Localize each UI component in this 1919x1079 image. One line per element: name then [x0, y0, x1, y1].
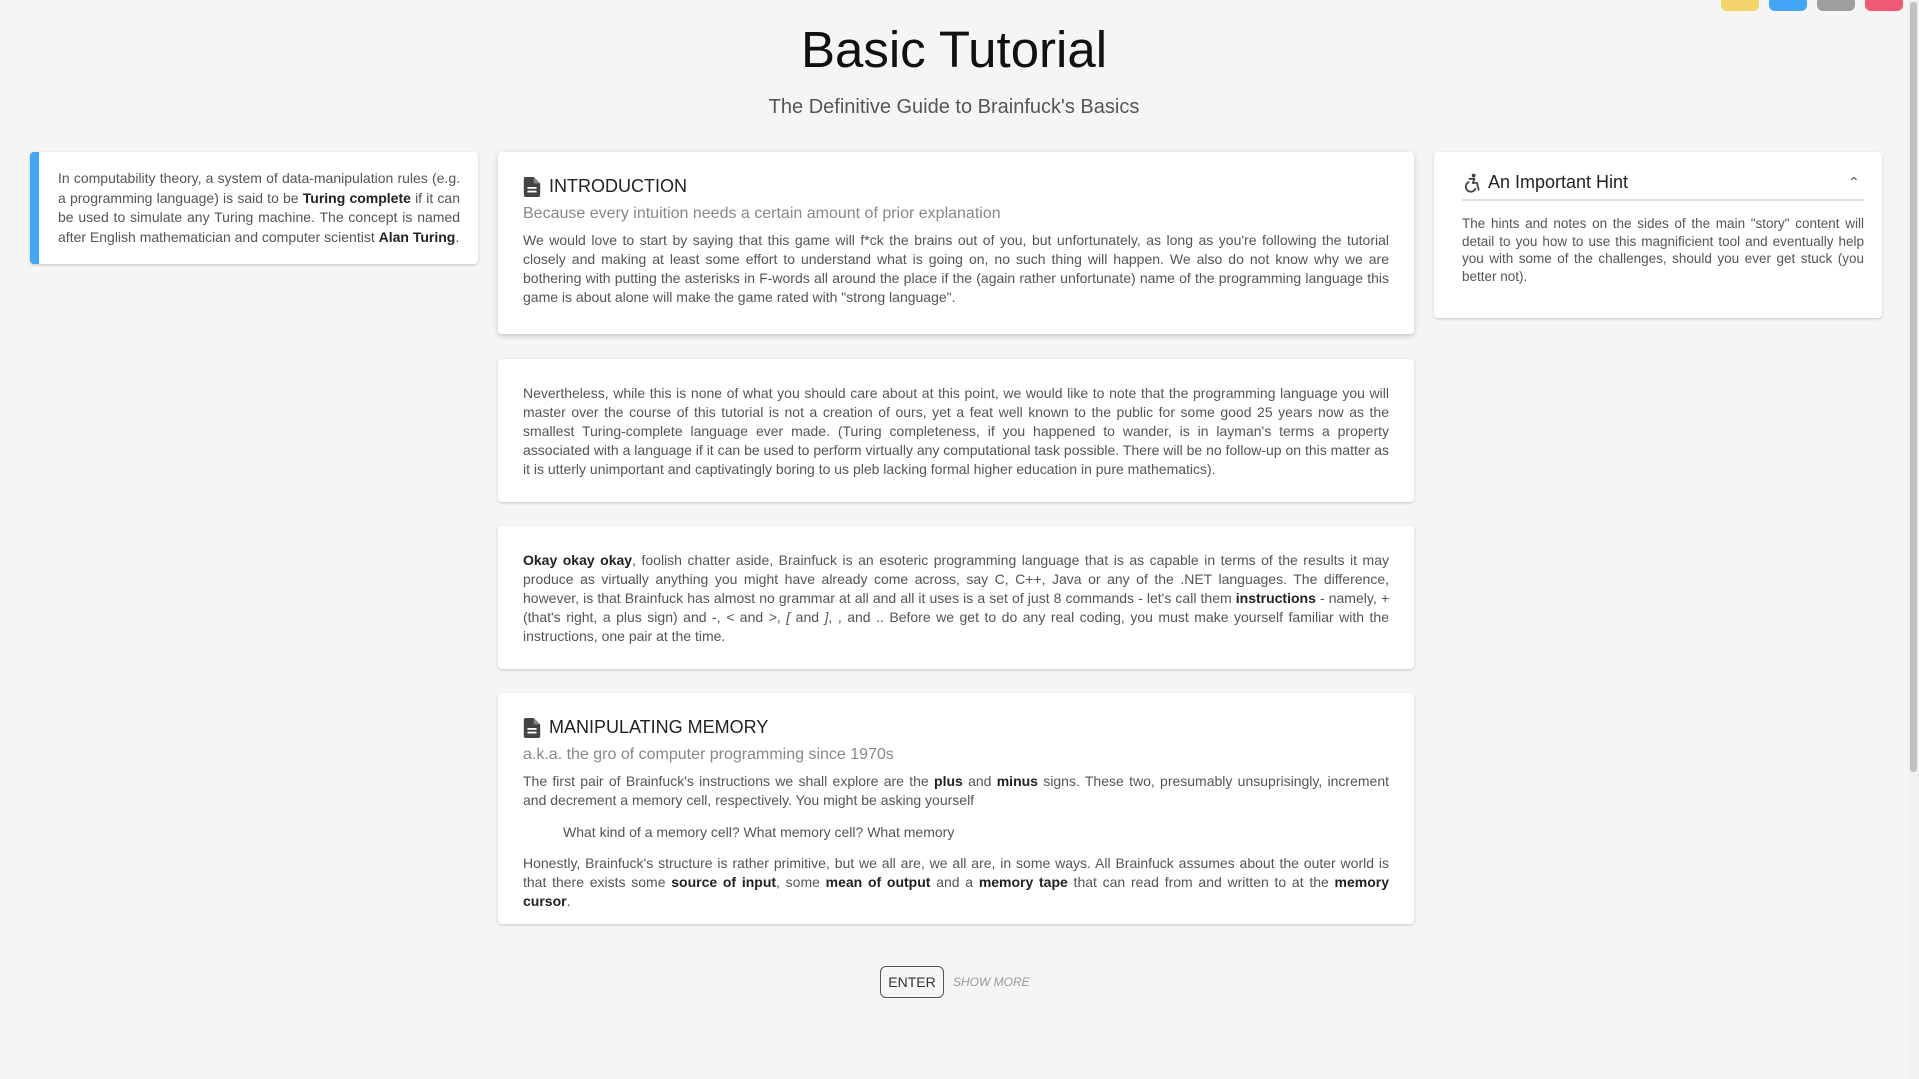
text: , — [716, 609, 727, 625]
memory-title: MANIPULATING MEMORY — [549, 717, 769, 737]
hint-header[interactable] — [1462, 172, 1864, 201]
text: The first pair of Brainfuck's instructions we shall explore are the — [523, 773, 935, 789]
memory-quote: What kind of a memory cell? What memory cell? What memory — [563, 824, 955, 840]
instruction-plus: + — [1380, 590, 1389, 606]
gray-tab[interactable] — [1817, 0, 1855, 11]
memory-subtitle: a.k.a. the gro of computer programming since 1970s — [523, 746, 894, 763]
chevron-up-icon[interactable]: ⌃ — [1848, 174, 1860, 190]
text: and — [734, 609, 769, 625]
turing-complete-card — [498, 359, 1414, 502]
bold-text: Okay okay okay — [523, 552, 633, 568]
text: and — [790, 609, 825, 625]
text: (that's right, a plus sign) and — [523, 609, 713, 625]
instruction-greater: > — [768, 609, 777, 625]
bold-text: memory cursor — [523, 874, 1389, 909]
yellow-tab[interactable] — [1721, 0, 1759, 11]
window-tabs — [1721, 0, 1903, 11]
document-icon — [523, 718, 541, 738]
instruction-minus: - — [712, 609, 717, 625]
bold-text: instructions — [1235, 590, 1316, 606]
red-tab[interactable] — [1865, 0, 1903, 11]
accessibility-icon — [1462, 173, 1482, 193]
side-note-text: . — [455, 228, 460, 245]
manipulating-memory-card — [498, 693, 1414, 924]
bold-text: source of input — [671, 874, 777, 890]
blue-tab[interactable] — [1769, 0, 1807, 11]
text: signs. These two, presumably unsuprisingly, increment and decrement a memory cell, respectively. You might be asking yourself — [523, 773, 1389, 808]
hint-text: The hints and notes on the sides of the main "story" content will detail to you how to use this magnificient tool and eventually help you with some of the challenges, should you ever get stuck (you better not). — [1462, 216, 1864, 284]
text: and a — [930, 874, 979, 890]
document-icon — [523, 177, 541, 197]
scrollbar-thumb[interactable] — [1910, 2, 1917, 772]
important-hint-card — [1434, 152, 1882, 318]
side-note-bold: Alan Turing — [378, 228, 456, 245]
introduction-header — [523, 176, 1389, 197]
bold-text: minus — [996, 773, 1038, 789]
side-note-bold: Turing complete — [302, 189, 411, 206]
page-subtitle: The Definitive Guide to Brainfuck's Basics — [768, 96, 1140, 118]
introduction-card — [498, 152, 1414, 334]
side-note-turing — [30, 152, 478, 264]
enter-button[interactable]: ENTER — [880, 966, 944, 998]
bold-text: memory tape — [978, 874, 1068, 890]
text: , — [776, 609, 787, 625]
side-note-text: if it can be used to simulate any Turing machine. The concept is named after English mathematician and computer scientist — [58, 189, 460, 245]
introduction-title: INTRODUCTION — [549, 176, 687, 196]
text: , , and .. Before we get to do any real coding, you must make yourself familiar with the instructions, one pair at the time. — [523, 609, 1390, 644]
show-more-link[interactable]: SHOW MORE — [953, 975, 1030, 989]
instructions-card — [498, 526, 1414, 669]
text: , some — [776, 874, 826, 890]
text: Honestly, Brainfuck's structure is rather primitive, but we all are, we all are, in some ways. All Brainfuck assumes about the outer world is that there exists some — [523, 855, 1389, 890]
memory-header — [523, 717, 1389, 738]
bold-text: plus — [934, 773, 963, 789]
text: - namely, — [1315, 590, 1381, 606]
text: that can read from and written to at the — [1067, 874, 1335, 890]
instruction-less: < — [726, 609, 735, 625]
text: , foolish chatter aside, Brainfuck is an esoteric programming language that is as capable in terms of the results it may produce as virtually anything you might have already come across, say C, C++, Java or any of the .NET languages. The difference, however, is that Brainfuck has almost no grammar at all and all it uses is a set of just 8 commands - let's call them — [523, 552, 1389, 606]
page-title: Basic Tutorial — [800, 21, 1108, 78]
instructions-text — [523, 551, 1389, 646]
side-note-text: In computability theory, a system of data-manipulation rules (e.g. a programming language) is said to be — [58, 170, 460, 206]
instruction-close-bracket: ] — [824, 609, 829, 625]
text: and — [962, 773, 997, 789]
bold-text: mean of output — [825, 874, 931, 890]
memory-paragraph-1 — [523, 772, 1389, 810]
text: . — [566, 893, 571, 909]
memory-paragraph-2 — [523, 854, 1389, 911]
instruction-open-bracket: [ — [786, 609, 791, 625]
scrollbar[interactable] — [1908, 0, 1919, 1079]
introduction-subtitle: Because every intuition needs a certain amount of prior explanation — [523, 205, 1001, 222]
turing-complete-text: Nevertheless, while this is none of what you should care about at this point, we would like to note that the programming language you will master over the course of this tutorial is not a creation of ours, yet a feat well known to the public for some good 25 years now as the smallest Turing-complete language ever made. (Turing completeness, if you happened to wander, is in layman's terms a property associated with a language if it can be used to perform virtually any computational task possible. There will be no follow-up on this matter as it is utterly unimportant and captivatingly boring to us pleb lacking formal higher education in pure mathematics). — [523, 385, 1389, 477]
hint-title: An Important Hint — [1488, 172, 1629, 192]
introduction-text: We would love to start by saying that this game will f*ck the brains out of you, but unfortunately, as long as you're following the tutorial closely and making at least some effort to understand what is going on, no such thing will happen. We also do not know why we are bothering with putting the asterisks in F-words all around the place if the (again rather unfortunate) name of the programming language this game is about alone will make the game rated with "strong language". — [523, 232, 1389, 305]
